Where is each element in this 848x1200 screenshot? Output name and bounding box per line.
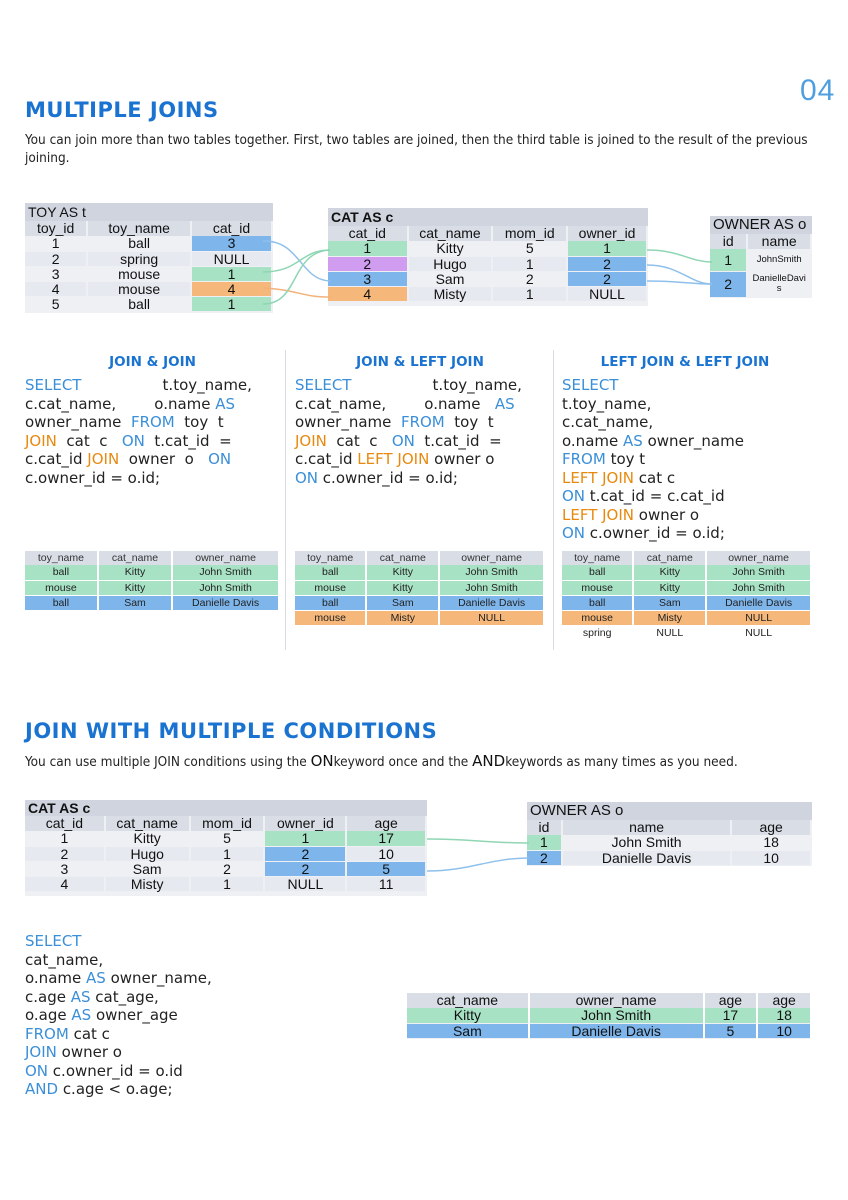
result-cell: John Smith — [172, 580, 279, 595]
result-cell: 5 — [704, 1023, 758, 1038]
sql-keyword: SELECT — [25, 932, 82, 950]
code-text: cat c — [56, 431, 122, 450]
column-title-join-join: JOIN & JOIN — [109, 354, 196, 370]
cat-cell: 1 — [492, 286, 567, 301]
result-cell: 10 — [757, 1023, 811, 1038]
code-line — [25, 988, 325, 1007]
result-cell: NULL — [439, 610, 544, 625]
cat-cell: Sam — [408, 271, 493, 286]
sql-keyword: ON — [562, 487, 586, 505]
owner2-cell: John Smith — [562, 835, 731, 850]
code-text: owner o — [119, 450, 209, 468]
code-text: owner o — [56, 1043, 122, 1061]
result-row — [295, 565, 544, 580]
result-header: cat_name — [407, 993, 529, 1008]
intro-text: keyword once and the — [333, 754, 473, 770]
cat-cell: 3 — [328, 271, 408, 286]
code-text: c.owner_id = o.id; — [585, 524, 725, 542]
result-cell: ball — [25, 565, 98, 580]
result-header: age — [704, 993, 758, 1008]
cat2-cell: 1 — [190, 876, 265, 891]
code-text: owner_name — [25, 413, 131, 431]
result-header: toy_name — [295, 551, 366, 565]
cat2-cell: 2 — [264, 861, 346, 876]
sql-keyword: ON — [562, 524, 586, 542]
code-text: c.owner_id = o.id; — [25, 468, 161, 487]
cat2-header: mom_id — [190, 816, 265, 831]
toy-cell: ball — [87, 296, 191, 311]
keyword-and: AND — [472, 752, 506, 770]
join-connectors — [0, 0, 848, 340]
section-intro: You can join more than two tables together. First, two tables are joined, then the third table is joined to the result of the previous joining. — [25, 132, 808, 166]
sql-keyword: SELECT — [25, 376, 82, 394]
cat2-cell: Hugo — [105, 846, 190, 861]
intro-text: keywords as many times as you need. — [505, 754, 738, 770]
result-row — [295, 595, 544, 610]
code-line — [25, 951, 325, 970]
cat2-header: owner_id — [264, 816, 346, 831]
result-cell: 18 — [757, 1008, 811, 1023]
cat2-header: cat_name — [105, 816, 190, 831]
cat2-cell: 4 — [25, 876, 105, 891]
toy-cell: 1 — [25, 236, 87, 251]
result-cell: Danielle Davis — [706, 595, 811, 610]
cat2-cell: 1 — [190, 846, 265, 861]
toy-cell: 1 — [191, 296, 272, 311]
owner2-table-title: OWNER AS o — [527, 802, 812, 820]
result-table — [407, 993, 812, 1039]
code-line — [295, 432, 545, 451]
result-cell: ball — [25, 595, 98, 610]
result-cell: Sam — [366, 595, 439, 610]
cat-header: mom_id — [492, 226, 567, 241]
code-line — [562, 432, 812, 451]
result-cell: Sam — [407, 1023, 529, 1038]
cat-cell: 1 — [567, 241, 647, 256]
sql-keyword: AS — [623, 431, 643, 450]
cat2-table-title: CAT AS c — [25, 800, 427, 816]
result-cell: NULL — [706, 625, 811, 640]
cat-cell: 2 — [567, 271, 647, 286]
sql-keyword: ON — [295, 468, 319, 487]
code-text: t.toy_name, — [81, 376, 252, 394]
code-line — [562, 524, 812, 543]
code-line — [25, 376, 280, 395]
sql-keyword: AS — [215, 394, 236, 413]
result-cell: Danielle Davis — [172, 595, 279, 610]
sql-keyword: JOIN — [295, 431, 327, 450]
result-cell: Kitty — [366, 565, 439, 580]
sql-keyword: AS — [86, 969, 106, 987]
owner-table-title: OWNER AS o — [710, 216, 812, 234]
cat2-cell: 5 — [346, 861, 426, 876]
result-cell: Kitty — [98, 580, 172, 595]
result-table-multiple-conditions — [407, 993, 812, 1039]
code-text: c.owner_id = o.id — [48, 1061, 183, 1080]
result-cell: Kitty — [633, 565, 706, 580]
result-header: cat_name — [633, 551, 706, 565]
owner2-header: age — [731, 820, 811, 835]
toy-cell: NULL — [191, 251, 272, 266]
code-text: c.cat_id — [295, 450, 358, 468]
code-line — [25, 450, 280, 469]
code-text: t.cat_id = — [414, 431, 502, 450]
toy-cell: 3 — [191, 236, 272, 251]
code-line — [295, 469, 545, 488]
toy-header-toy-id: toy_id — [25, 221, 87, 236]
code-line — [562, 376, 812, 395]
code-line — [562, 506, 812, 525]
code-line — [562, 450, 812, 469]
result-header: owner_name — [439, 551, 544, 565]
code-line — [25, 1006, 325, 1025]
code-text: owner_name — [295, 413, 401, 431]
owner2-header: id — [527, 820, 562, 835]
cat-header: owner_id — [567, 226, 647, 241]
code-line — [25, 969, 325, 988]
result-header: owner_name — [172, 551, 279, 565]
result-cell: ball — [562, 565, 633, 580]
sql-keyword: ON — [25, 1061, 49, 1080]
code-block-join-join — [25, 376, 280, 487]
cat2-cell: 10 — [346, 846, 426, 861]
result-cell: John Smith — [706, 565, 811, 580]
cat2-cell: 2 — [264, 846, 346, 861]
result-table — [25, 551, 280, 611]
owner2-cell: 1 — [527, 835, 562, 850]
cat-cell: NULL — [567, 286, 647, 301]
result-cell: Kitty — [366, 580, 439, 595]
keyword-on: ON — [310, 752, 334, 770]
toy-cell: 4 — [191, 281, 272, 296]
sql-keyword: AND — [25, 1080, 59, 1098]
code-text: o.age — [25, 1006, 72, 1024]
toy-cell: 4 — [25, 281, 87, 296]
code-text: c.cat_name, — [562, 413, 654, 431]
result-cell: Kitty — [407, 1008, 529, 1023]
code-text: owner o — [429, 450, 495, 468]
result-row — [25, 580, 279, 595]
result-cell: ball — [295, 565, 366, 580]
result-row — [407, 1008, 811, 1023]
column-title-left-join-left-join: LEFT JOIN & LEFT JOIN — [600, 354, 770, 370]
result-row — [295, 610, 544, 625]
result-row — [562, 565, 811, 580]
code-text: t.cat_id = — [144, 431, 232, 450]
result-cell: John Smith — [706, 580, 811, 595]
code-text: owner_name — [642, 431, 744, 450]
code-text: t.cat_id = c.cat_id — [585, 487, 725, 505]
code-line — [25, 432, 280, 451]
code-block-multiple-conditions — [25, 932, 325, 1099]
result-cell: spring — [562, 625, 633, 640]
result-header: age — [757, 993, 811, 1008]
cat-header: cat_id — [328, 226, 408, 241]
result-table — [562, 551, 812, 641]
code-text: cat c — [634, 468, 676, 487]
code-text: owner_age — [91, 1006, 178, 1024]
owner2-cell: Danielle Davis — [562, 850, 731, 865]
toy-header-cat-id: cat_id — [191, 221, 272, 236]
intro-text: You can use multiple JOIN conditions using the — [25, 754, 311, 770]
sql-keyword: FROM — [562, 450, 606, 468]
cat2-cell: 2 — [25, 846, 105, 861]
sql-keyword: AS — [494, 394, 515, 413]
toy-cell: mouse — [87, 266, 191, 281]
code-text: toy t — [444, 413, 494, 431]
cat-cell: Misty — [408, 286, 493, 301]
result-header: owner_name — [706, 551, 811, 565]
sql-keyword: FROM — [25, 1024, 69, 1043]
result-cell: John Smith — [439, 565, 544, 580]
code-block-left-join-left-join — [562, 376, 812, 543]
cat2-cell: 5 — [190, 831, 265, 846]
section-title-multiple-joins: MULTIPLE JOINS — [25, 98, 219, 122]
toy-header-toy-name: toy_name — [87, 221, 191, 236]
owner-cell: JohnSmith — [747, 249, 811, 271]
connector-line — [263, 288, 330, 297]
result-cell: John Smith — [529, 1008, 704, 1023]
code-text: t.toy_name, — [351, 376, 522, 394]
cat2-header: age — [346, 816, 426, 831]
code-text: toy t — [174, 413, 224, 431]
owner2-cell: 2 — [527, 850, 562, 865]
code-line — [25, 1043, 325, 1062]
code-line — [25, 1025, 325, 1044]
toy-cell: spring — [87, 251, 191, 266]
code-line — [25, 469, 280, 488]
owner2-header: name — [562, 820, 731, 835]
result-cell: Danielle Davis — [439, 595, 544, 610]
code-text: c.owner_id = o.id; — [318, 468, 458, 487]
owner-cell: 2 — [710, 271, 747, 297]
code-block-join-left-join — [295, 376, 545, 487]
owner-header-name: name — [747, 234, 811, 249]
sql-keyword: SELECT — [562, 376, 619, 394]
column-title-join-left-join: JOIN & LEFT JOIN — [356, 354, 484, 370]
page-number: 04 — [800, 74, 836, 107]
toy-cell: 3 — [25, 266, 87, 281]
sql-keyword: FROM — [130, 413, 175, 431]
result-cell: mouse — [25, 580, 98, 595]
sql-keyword: LEFT JOIN — [562, 468, 635, 487]
result-table-join-left-join — [295, 551, 545, 626]
connector-line — [263, 250, 330, 272]
sql-keyword: LEFT JOIN — [357, 450, 430, 468]
result-header: cat_name — [98, 551, 172, 565]
connector-line — [647, 250, 712, 262]
code-text: t.toy_name, — [562, 394, 652, 413]
cat-table-title: CAT AS c — [328, 208, 648, 226]
toy-table-title: TOY AS t — [25, 203, 273, 221]
cat2-cell: Kitty — [105, 831, 190, 846]
toy-cell: ball — [87, 236, 191, 251]
cat-cell: 2 — [567, 256, 647, 271]
code-line — [25, 1062, 325, 1081]
code-line — [25, 395, 280, 414]
code-text: o.name — [25, 969, 86, 987]
code-line — [295, 395, 545, 414]
sql-keyword: JOIN — [25, 1043, 57, 1061]
code-text: c.cat_id — [25, 450, 88, 468]
column-divider — [553, 350, 554, 650]
result-cell: NULL — [633, 625, 706, 640]
result-table-join-join — [25, 551, 280, 611]
result-cell: Kitty — [98, 565, 172, 580]
code-text: c.age < o.age; — [58, 1080, 173, 1098]
result-cell: NULL — [706, 610, 811, 625]
cat2-cell: Sam — [105, 861, 190, 876]
result-cell: John Smith — [439, 580, 544, 595]
code-line — [295, 450, 545, 469]
owner2-cell: 18 — [731, 835, 811, 850]
result-row — [407, 1023, 811, 1038]
sql-keyword: AS — [71, 1006, 92, 1024]
sql-keyword: FROM — [400, 413, 445, 431]
result-cell: Danielle Davis — [529, 1023, 704, 1038]
cat2-cell: 11 — [346, 876, 426, 891]
result-cell: mouse — [295, 580, 366, 595]
result-cell: Kitty — [633, 580, 706, 595]
result-row — [562, 610, 811, 625]
result-row — [562, 625, 811, 640]
result-cell: 17 — [704, 1008, 758, 1023]
owner-header-id: id — [710, 234, 747, 249]
result-cell: ball — [562, 595, 633, 610]
code-text: cat c — [326, 431, 392, 450]
join-connectors-2 — [0, 790, 848, 900]
result-header: toy_name — [562, 551, 633, 565]
result-cell: Misty — [366, 610, 439, 625]
cat2-header: cat_id — [25, 816, 105, 831]
result-row — [562, 580, 811, 595]
cat2-cell: 2 — [190, 861, 265, 876]
result-cell: Misty — [633, 610, 706, 625]
cat-cell: Kitty — [408, 241, 493, 256]
toy-cell: mouse — [87, 281, 191, 296]
cat2-cell: Misty — [105, 876, 190, 891]
code-text: cat c — [68, 1024, 110, 1043]
cat2-cell: 17 — [346, 831, 426, 846]
cat-cell: 1 — [492, 256, 567, 271]
code-line — [295, 413, 545, 432]
result-cell: Sam — [633, 595, 706, 610]
cat-cell: 1 — [328, 241, 408, 256]
code-text: owner_name, — [105, 969, 212, 987]
code-line — [562, 395, 812, 414]
code-line — [562, 487, 812, 506]
code-line — [562, 469, 812, 488]
result-cell: mouse — [562, 580, 633, 595]
cat2-cell: NULL — [264, 876, 346, 891]
cat-cell: 2 — [492, 271, 567, 286]
code-line — [25, 1080, 325, 1099]
sql-keyword: SELECT — [295, 376, 352, 394]
cat2-cell: 1 — [25, 831, 105, 846]
column-divider — [285, 350, 286, 650]
result-row — [25, 565, 279, 580]
sql-keyword: AS — [70, 987, 91, 1006]
section2-intro — [25, 752, 825, 771]
code-line — [25, 413, 280, 432]
code-line — [25, 932, 325, 951]
code-line — [562, 413, 812, 432]
code-text: toy t — [605, 450, 646, 468]
cat-cell: Hugo — [408, 256, 493, 271]
result-header: owner_name — [529, 993, 704, 1008]
result-row — [562, 595, 811, 610]
code-text: cat_name, — [25, 950, 104, 969]
section-title-join-multiple-conditions: JOIN WITH MULTIPLE CONDITIONS — [25, 719, 438, 743]
sql-keyword: ON — [391, 431, 415, 450]
result-table-left-join-left-join — [562, 551, 812, 641]
cat-cell: 4 — [328, 286, 408, 301]
cat-cell: 5 — [492, 241, 567, 256]
sql-keyword: LEFT JOIN — [562, 505, 635, 524]
connector-line — [427, 858, 529, 871]
result-cell: John Smith — [172, 565, 279, 580]
result-table — [295, 551, 545, 626]
cat2-cell: 3 — [25, 861, 105, 876]
result-header: cat_name — [366, 551, 439, 565]
sql-keyword: JOIN — [25, 431, 57, 450]
sql-keyword: ON — [208, 450, 232, 468]
owner2-cell: 10 — [731, 850, 811, 865]
result-header: toy_name — [25, 551, 98, 565]
cat-cell: 2 — [328, 256, 408, 271]
cat2-cell: 1 — [264, 831, 346, 846]
code-text: cat_age, — [90, 987, 159, 1006]
owner-cell: 1 — [710, 249, 747, 271]
code-text: c.cat_name, o.name — [25, 394, 216, 413]
owner-cell: DanielleDavis — [747, 271, 811, 297]
toy-cell: 2 — [25, 251, 87, 266]
toy-cell: 5 — [25, 296, 87, 311]
result-cell: mouse — [562, 610, 633, 625]
sql-keyword: JOIN — [87, 450, 120, 468]
cat-header: cat_name — [408, 226, 493, 241]
sql-keyword: ON — [121, 431, 145, 450]
code-text: o.name — [562, 431, 623, 450]
code-text: owner o — [634, 505, 700, 524]
toy-cell: 1 — [191, 266, 272, 281]
connector-line — [427, 839, 529, 843]
result-row — [295, 580, 544, 595]
code-text: c.age — [25, 987, 71, 1006]
result-cell: mouse — [295, 610, 366, 625]
code-text: c.cat_name, o.name — [295, 394, 495, 413]
code-line — [295, 376, 545, 395]
result-cell: ball — [295, 595, 366, 610]
result-row — [25, 595, 279, 610]
result-cell: Sam — [98, 595, 172, 610]
